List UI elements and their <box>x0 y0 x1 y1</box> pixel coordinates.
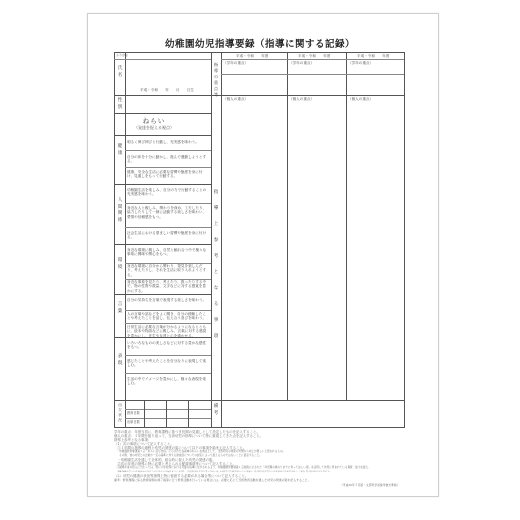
expression-item-3: 生活の中でイメージを豊かにし、様々な表現を楽しむ。 <box>127 377 206 386</box>
name-label: 氏名 <box>117 66 123 78</box>
attendance-col-3 <box>188 400 189 427</box>
health-bottom-line <box>114 184 211 185</box>
nerai-heading <box>97 116 211 131</box>
expression-sep-1 <box>125 355 211 356</box>
individual-focus-2: （個人の重点） <box>289 97 315 101</box>
remarks-label: 備考 <box>213 404 219 416</box>
health-item-3: 健康、安全な生活に必要な習慣や態度を身に付け、見通しをもって行動する。 <box>127 170 203 179</box>
grade-focus-3: （学年の重点） <box>348 61 374 65</box>
language-item-2: 人の言葉や話などをよく聞き、自分の経験したことや考えたことを話し、伝え合う喜びを味わう。 <box>127 312 207 321</box>
individual-focus-3: （個人の重点） <box>348 97 374 101</box>
relation-sep-2 <box>125 227 211 228</box>
footnote-5: ①１年間の指導の過程と幼児の発達の姿について以下の事項を踏まえ記入すること。 <box>114 446 247 450</box>
sex-label: 性別 <box>117 98 123 110</box>
footer-source-note: （平成30年３月版・文部科学省参考様式準拠） <box>340 483 400 487</box>
relation-bottom-line <box>114 244 211 245</box>
health-sep-2 <box>125 167 211 168</box>
year-col-divider-1 <box>287 52 288 400</box>
guidance-reference-label: 指導上参考となる事項 <box>213 190 219 339</box>
area-label-relationships: 人間関係 <box>117 198 123 223</box>
document-title: 幼稚園幼児指導要録（指導に関する記録） <box>164 39 355 50</box>
year-header-2: 平成・令和 年度 <box>298 54 331 58</box>
footnote-3: 指導上参考となる事項： <box>114 438 152 442</box>
group-focus-line <box>221 74 404 75</box>
year-header-line <box>221 59 404 60</box>
furigana-line <box>114 59 211 60</box>
footnote-6: ・幼稚園教育要領第２章「ねらい及び内容」に示された各領域のねらいを視点として、当該幼児の発達の実情から向上が著しいと思われるもの。 <box>114 450 286 453</box>
table-border-bottom <box>114 427 405 428</box>
area-label-language: 言葉 <box>117 302 123 314</box>
year-header-1: 平成・令和 年度 <box>236 54 269 58</box>
footnote-9: ②次の年度の指導に特に必要と考えられる配慮事項等について記入すること。 <box>114 462 236 466</box>
relation-item-2: 身近な人と親しみ、関わりを深め、工夫したり、協力したりして一緒に活動する楽しさを味わい、愛情や信頼感をもつ。 <box>127 206 207 219</box>
table-border-left <box>114 52 115 427</box>
language-item-3: 日常生活に必要な言葉が分かるようになるとともに、絵本や物語などに親しみ、言葉に対する感覚を豊かにし、先生や友達と心を通わせる。 <box>127 325 207 337</box>
individual-focus-1: （個人の重点） <box>223 97 249 101</box>
health-item-1: 明るく伸び伸びと行動し、充実感を味わう。 <box>127 140 199 144</box>
health-item-2: 自分の体を十分に動かし、進んで運動しようとする。 <box>127 155 207 164</box>
footnote-10: ③最終年度の記入に当たっては、特に小学校等における児童の指導に生かされるよう、幼稚園教育要領第１章総則に示された「幼児期の終わりまでに育ってほしい姿」を活用して幼児に育まれている資質・能力を捉え、 <box>114 466 371 469</box>
footnote-7: その際、他の幼児との比較や一定の基準に対する達成度についての評定によって捉えるものではないことに留意すること。 <box>114 454 262 457</box>
year-header-3: 平成・令和 年度 <box>357 54 390 58</box>
right-label-divider <box>221 52 222 427</box>
furigana-label: ふりがな <box>116 53 129 57</box>
nerai-title: ねらい <box>142 117 166 125</box>
environment-bottom-line <box>114 294 211 295</box>
footnote-4: （1）次の事項について記入すること。 <box>114 442 174 446</box>
footnote-1: 学年の重点：年度当初に、教育課程に基づき長期の見通しとして設定したものを記入すること。 <box>114 430 260 434</box>
sex-bottom-line <box>114 113 211 114</box>
language-sep-2 <box>125 323 211 324</box>
footnote-13: 備考：教育課程に係る教育時間の終了後等に行う教育活動を行っている場合には、必要に応じて当該教育活動を通した幼児の発達の姿を記入すること。 <box>114 478 311 482</box>
footnote-2: 個人の重点：１年間を振り返って、当該幼児の指導について特に重視してきた点を記入すること。 <box>114 434 264 438</box>
environment-item-1: 身近な環境に親しみ、自然と触れ合う中で様々な事象に興味や関心をもつ。 <box>127 248 207 257</box>
expression-item-2: 感じたことや考えたことを自分なりに表現して楽しむ。 <box>127 359 207 368</box>
relation-sep-1 <box>125 203 211 204</box>
attendance-row-1: 教育日数 <box>127 411 140 415</box>
footnote-12: （2）幼児の健康の状況等指導上特に留意する必要がある場合等について記入すること。 <box>114 474 249 478</box>
attendance-head-line <box>125 409 211 410</box>
guidance-focus-label: 指導の重点等 <box>214 62 218 97</box>
footnote-8: ・幼稚園生活を通して全体的、総合的に捉えた幼児の発達の姿。 <box>114 458 216 462</box>
attendance-label: 出欠状況 <box>118 403 122 422</box>
footnote-11: 指導の過程と育ちつつある姿をわかりやすく記入するように留意すること。その際、「幼児期の終わりまでに育ってほしい姿」が到達すべき目標ではないことに留意し、項目別に幼児の育ちつつある姿を記入するのではなく、全体的、総合的に捉えて記入すること。 <box>114 471 332 473</box>
health-sep-1 <box>125 150 211 151</box>
language-item-1: 自分の気持ちを言葉で表現する楽しさを味わう。 <box>127 298 207 302</box>
expression-item-1: いろいろなものの美しさなどに対する豊かな感性をもつ。 <box>127 341 207 350</box>
nerai-subtitle: （発達を捉える視点） <box>134 125 174 130</box>
left-label-divider <box>125 52 126 427</box>
language-sep-1 <box>125 310 211 311</box>
year-col-divider-2 <box>346 52 347 400</box>
expression-sep-2 <box>125 373 211 374</box>
environment-item-3: 身近な事象を見たり、考えたり、扱ったりする中で、物の性質や数量、文字などに対する感覚を豊かにする。 <box>127 280 207 293</box>
area-label-health: 健康 <box>117 144 123 156</box>
relation-item-3: 社会生活における望ましい習慣や態度を身に付ける。 <box>127 231 207 240</box>
relation-item-1: 幼稚園生活を楽しみ、自分の力で行動することの充実感を味わう。 <box>127 188 207 197</box>
focus-bottom-line <box>211 95 404 96</box>
attendance-col-1 <box>144 400 145 427</box>
language-bottom-line <box>114 337 211 338</box>
expression-bottom-line <box>114 400 405 401</box>
table-border-right <box>404 52 405 427</box>
center-divider <box>211 52 212 427</box>
environment-item-2: 身近な環境に自分から関わり、発見を楽しんだり、考えたりし、それを生活に取り入れようとする。 <box>127 264 207 277</box>
name-bottom-line <box>114 95 211 96</box>
grade-focus-2: （学年の重点） <box>289 61 315 65</box>
area-label-expression: 表現 <box>117 354 123 366</box>
table-border-top <box>114 52 405 53</box>
attendance-mid-line <box>125 418 211 419</box>
attendance-col-2 <box>166 400 167 427</box>
attendance-row-2: 出席日数 <box>127 420 140 424</box>
grade-focus-1: （学年の重点） <box>223 61 249 65</box>
birth-date-text: 平成・令和 年 月 日生 <box>140 88 194 92</box>
nerai-bottom-line <box>114 135 211 136</box>
area-label-environment: 環境 <box>117 258 123 270</box>
